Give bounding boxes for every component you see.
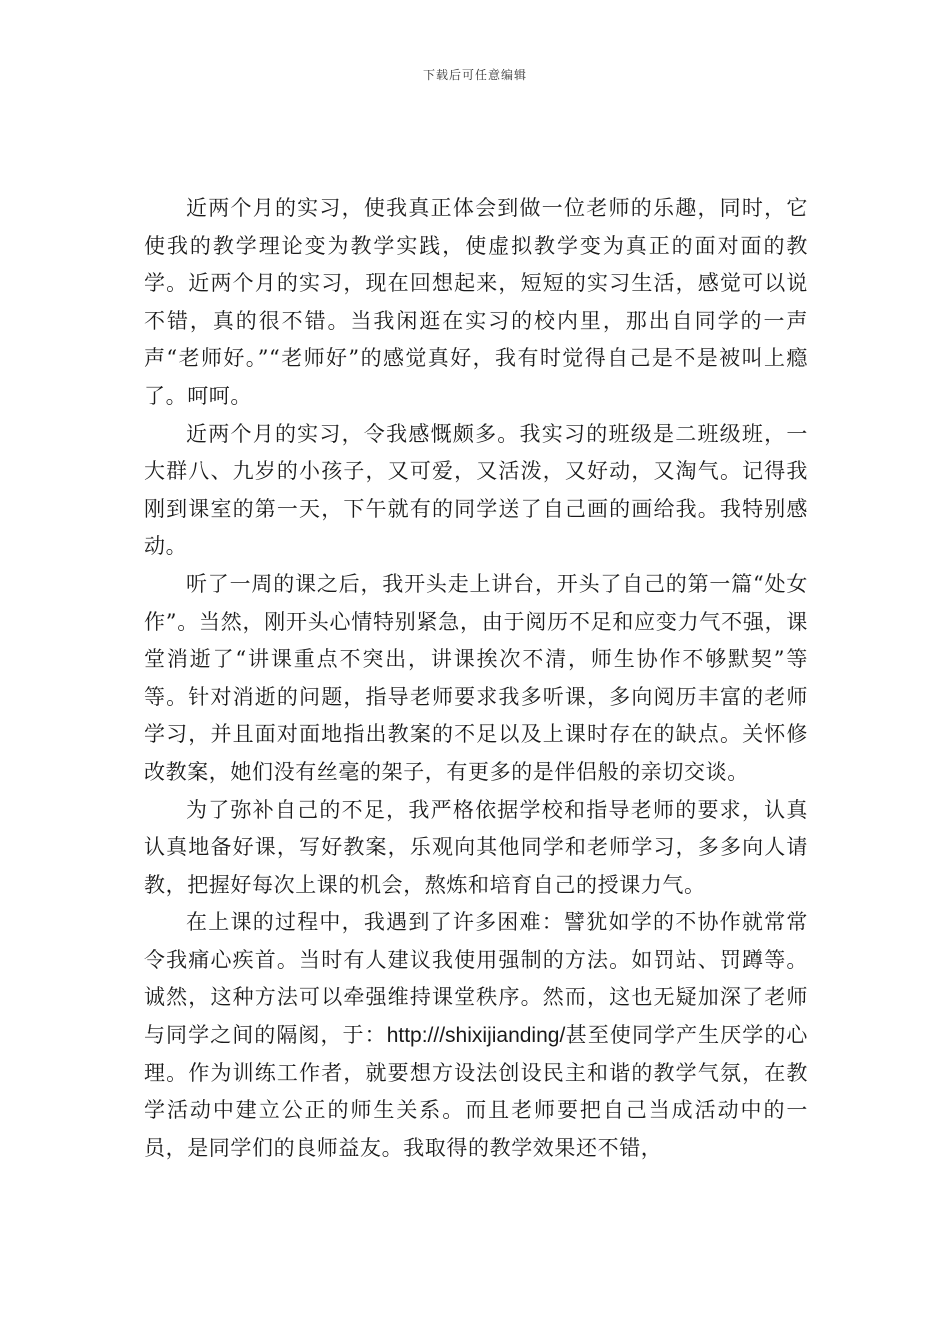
paragraph-5-text-end: 甚至使同学产生厌学的心理。作为训练工作者，就要想方设法创设民主和谐的教学气氛，在教学活动中建立公正的师生关系。而且老师要把自己当成活动中的一员，是同学们的良师益友。我取得的教学效果还不错， bbox=[144, 1023, 808, 1160]
paragraph-5-text-start: 在上课的过程中，我遇到了许多困难：譬犹如学的不协作就常常令我痛心疾首。当时有人建议我使用强制的方法。如罚站、罚蹲等。诚然，这种方法可以牵强维持课堂秩序。然而，这也无疑加深了老师与同学之间的隔阂，于： bbox=[144, 910, 808, 1048]
paragraph-4: 为了弥补自己的不足，我严格依据学校和指导老师的要求，认真认真地备好课，写好教案，乐观向其他同学和老师学习，多多向人请教，把握好每次上课的机会，熬炼和培育自己的授课力气。 bbox=[144, 797, 808, 897]
paragraph-3: 听了一周的课之后，我开头走上讲台，开头了自己的第一篇“处女作”。当然，刚开头心情特别紧急，由于阅历不足和应变力气不强，课堂消逝了“讲课重点不突出，讲课挨次不清，师生协作不够默契”等等。针对消逝的问题，指导老师要求我多听课，多向阅历丰富的老师学习，并且面对面地指出教案的不足以及上课时存在的缺点。关怀修改教案，她们没有丝毫的架子，有更多的是伴侣般的亲切交谈。 bbox=[144, 571, 808, 784]
paragraph-5 bbox=[144, 904, 808, 1167]
page-header-note: 下载后可任意编辑 bbox=[422, 68, 527, 82]
paragraph-2: 近两个月的实习，令我感慨颇多。我实习的班级是二班级班，一大群八、九岁的小孩子，又可爱，又活泼，又好动，又淘气。记得我刚到课室的第一天，下午就有的同学送了自己画的画给我。我特别感动。 bbox=[144, 421, 808, 559]
document-body bbox=[144, 190, 808, 1167]
paragraph-1: 近两个月的实习，使我真正体会到做一位老师的乐趣，同时，它使我的教学理论变为教学实践，使虚拟教学变为真正的面对面的教学。近两个月的实习，现在回想起来，短短的实习生活，感觉可以说不错，真的很不错。当我闲逛在实习的校内里，那出自同学的一声声“老师好。”“老师好”的感觉真好，我有时觉得自己是不是被叫上瘾了。呵呵。 bbox=[144, 196, 808, 408]
inline-url: http:///shixijianding/ bbox=[386, 1024, 566, 1048]
